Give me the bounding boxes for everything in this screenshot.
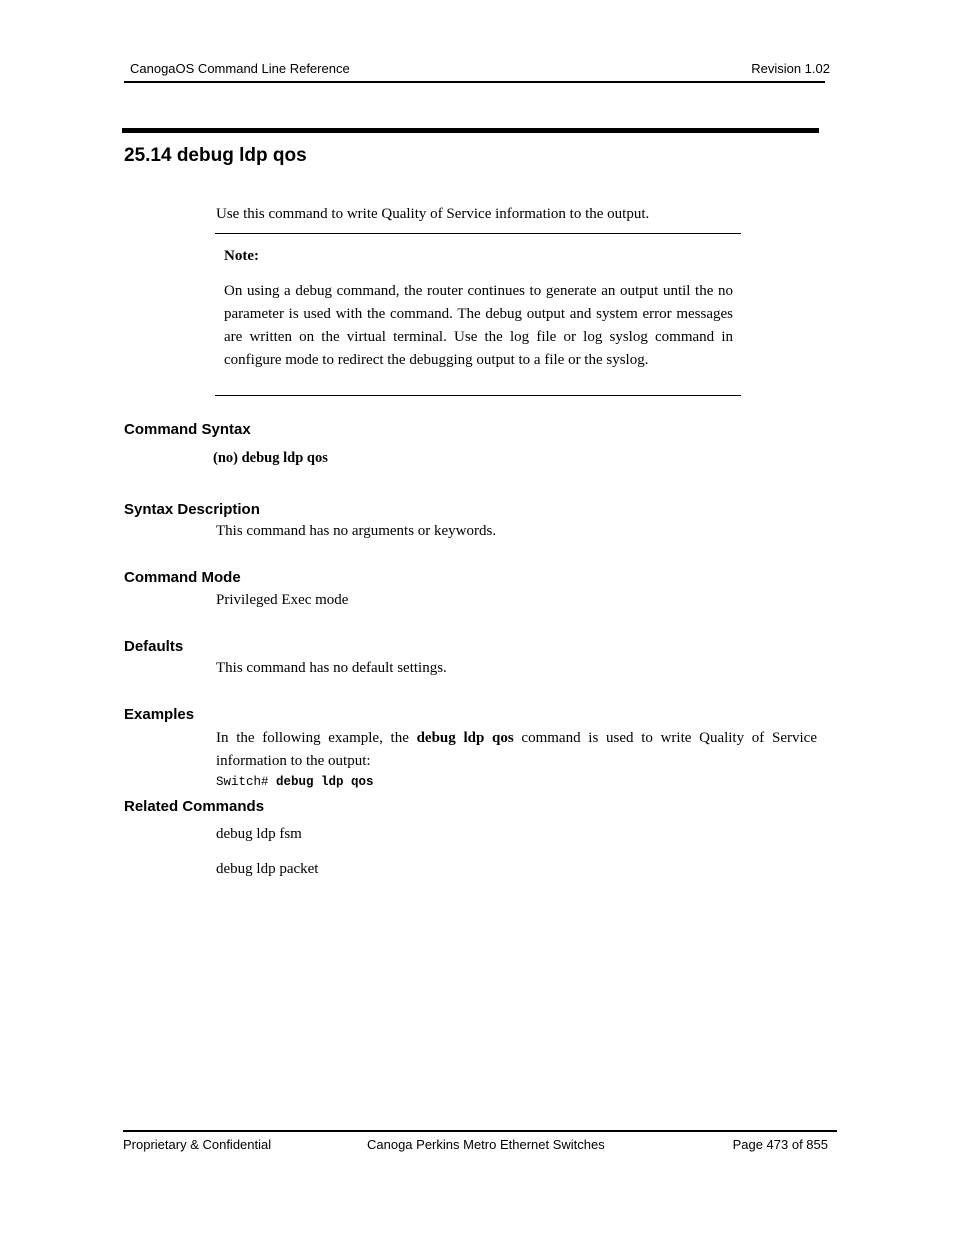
running-header-title: CanogaOS Command Line Reference bbox=[130, 61, 350, 76]
examples-command-bold: debug ldp qos bbox=[416, 730, 514, 746]
defaults-text: This command has no default settings. bbox=[216, 660, 447, 676]
heading-command-syntax: Command Syntax bbox=[124, 421, 251, 438]
code-prompt: Switch# bbox=[216, 775, 277, 789]
syntax-description-text: This command has no arguments or keywords. bbox=[216, 523, 497, 539]
footer-rule bbox=[123, 1130, 837, 1132]
heading-command-mode: Command Mode bbox=[124, 569, 241, 586]
examples-text-after: command is used to write Quality of Service information to the output: bbox=[216, 730, 817, 769]
footer-page-number: Page 473 of 855 bbox=[732, 1137, 828, 1152]
section-title: 25.14 debug ldp qos bbox=[124, 145, 307, 166]
heading-syntax-description: Syntax Description bbox=[124, 501, 260, 518]
command-mode-text: Privileged Exec mode bbox=[216, 592, 349, 608]
footer-product: Canoga Perkins Metro Ethernet Switches bbox=[367, 1137, 605, 1152]
related-command-item: debug ldp packet bbox=[216, 861, 319, 877]
note-label: Note: bbox=[224, 248, 259, 264]
code-command: debug ldp qos bbox=[276, 775, 374, 789]
footer-confidential: Proprietary & Confidential bbox=[123, 1137, 272, 1152]
heading-examples: Examples bbox=[124, 706, 195, 723]
related-command-item: debug ldp fsm bbox=[216, 826, 302, 842]
examples-text bbox=[216, 727, 817, 773]
note-body: On using a debug command, the router continues to generate an output until the no parameter is used with the command. The debug output and system error messages are written on the virtual terminal. Use the log file or log syslog command in configure mode to redirect the debugging output to a file or the syslog. bbox=[224, 283, 733, 368]
examples-text-before: In the following example, the bbox=[216, 730, 417, 746]
command-syntax-text: (no) debug ldp qos bbox=[213, 450, 328, 466]
header-rule bbox=[124, 81, 825, 83]
running-header-revision: Revision 1.02 bbox=[751, 61, 830, 76]
section-rule bbox=[122, 128, 819, 133]
section-intro: Use this command to write Quality of Service information to the output. bbox=[216, 206, 650, 222]
heading-defaults: Defaults bbox=[124, 638, 184, 655]
example-code bbox=[216, 775, 374, 789]
heading-related-commands: Related Commands bbox=[124, 798, 265, 815]
